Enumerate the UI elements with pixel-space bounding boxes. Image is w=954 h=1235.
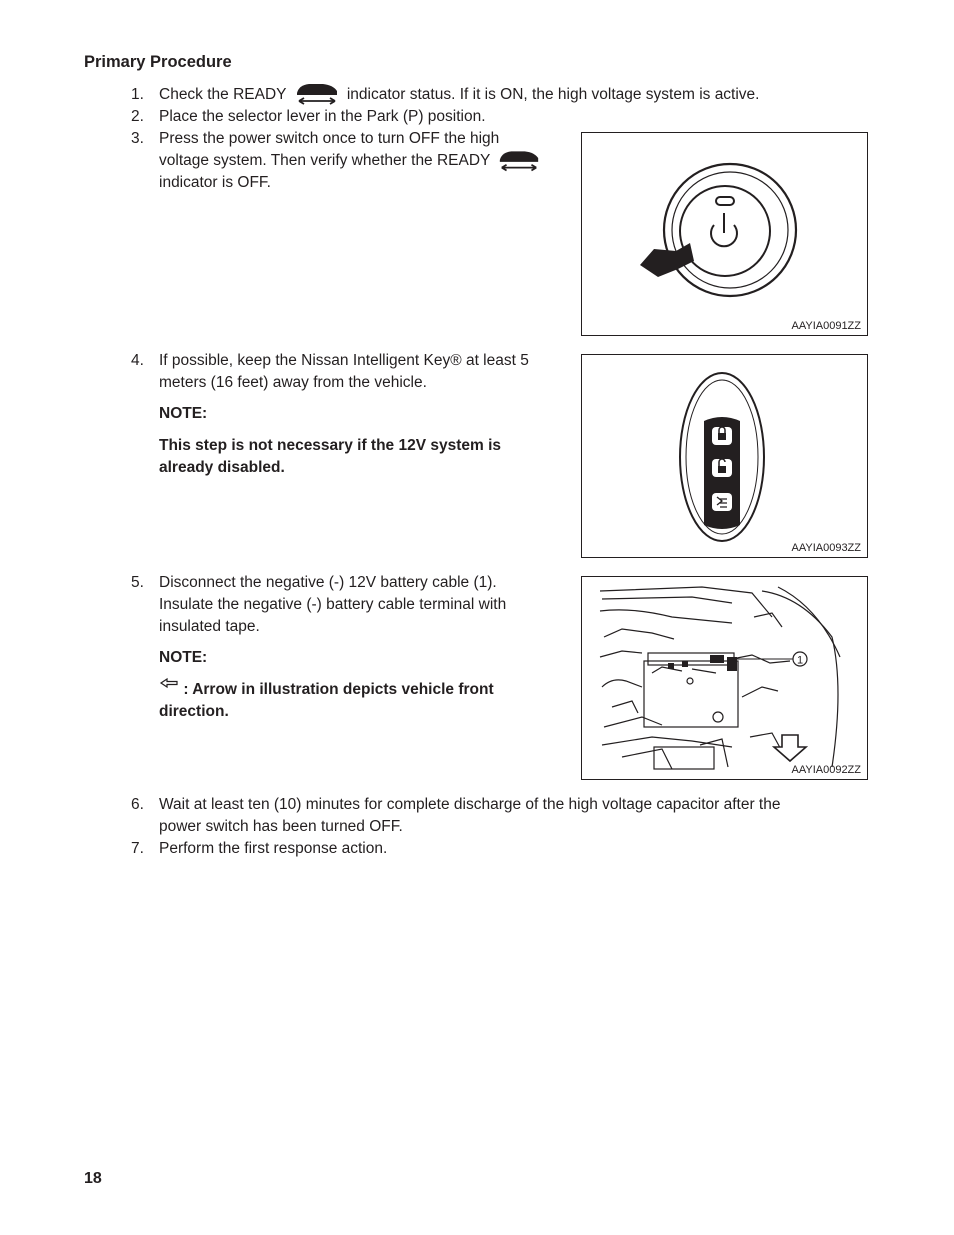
step-text: Place the selector lever in the Park (P) position. [159, 108, 486, 125]
power-switch-illustration [582, 133, 867, 335]
note-text: : Arrow in illustration depicts vehicle front [159, 679, 569, 701]
intelligent-key-figure [581, 354, 868, 558]
step-text: Perform the first response action. [159, 840, 388, 857]
figure-code: AAYIA0093ZZ [791, 542, 861, 554]
ready-indicator-icon [496, 146, 542, 172]
step-number: 3. [131, 130, 144, 147]
note-text: This step is not necessary if the 12V system is [159, 437, 502, 454]
note-label: NOTE: [159, 405, 208, 422]
step-text: Press the power switch once to turn OFF the high voltage system. Then verify whether the READY indicator is OFF. [159, 128, 569, 194]
step-text: If possible, keep the Nissan Intelligent Key® at least 5 meters (16 feet) away from the vehicle. NOTE: This step is not necessary if the 12V system is already disabled. [159, 350, 569, 479]
note-text: already disabled. [159, 459, 285, 476]
battery-figure [581, 576, 868, 780]
step-number: 5. [131, 574, 144, 591]
step-text: Check the READY indicator status. If it is ON, the high voltage system is active. [159, 84, 760, 106]
callout-1: 1 [796, 654, 804, 667]
figure-code: AAYIA0092ZZ [791, 764, 861, 776]
step-number: 6. [131, 796, 144, 813]
arrow-left-icon [159, 677, 179, 691]
step-text: Wait at least ten (10) minutes for complete discharge of the high voltage capacitor after the power switch has been turned OFF. [159, 796, 781, 835]
section-heading: Primary Procedure [84, 53, 232, 71]
ready-indicator-icon [293, 79, 341, 105]
note-text: direction. [159, 703, 229, 720]
step-text-line: voltage system. Then verify whether the READY [159, 150, 569, 172]
intelligent-key-illustration [582, 355, 867, 557]
step-number: 4. [131, 352, 144, 369]
step-number: 1. [131, 86, 144, 103]
step-number: 2. [131, 108, 144, 125]
battery-illustration [582, 577, 867, 779]
figure-code: AAYIA0091ZZ [791, 320, 861, 332]
page-number: 18 [84, 1170, 102, 1187]
note-label: NOTE: [159, 649, 208, 666]
power-switch-figure [581, 132, 868, 336]
step-text: Disconnect the negative (-) 12V battery cable (1). Insulate the negative (-) battery cable terminal with insulated tape. NOTE: : Arrow in illustration depicts vehicle front direction. [159, 572, 569, 723]
step-number: 7. [131, 840, 144, 857]
